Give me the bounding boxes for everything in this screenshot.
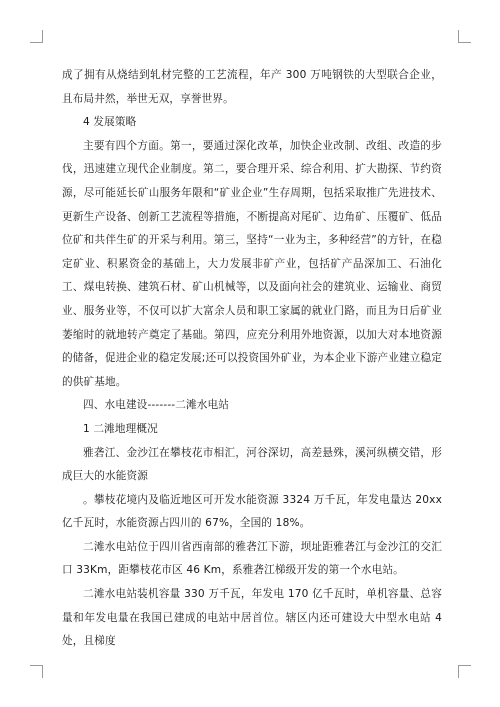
crop-mark-top-left — [30, 30, 43, 43]
paragraph-strategy: 主要有四个方面。第一，要通过深化改革，加快企业改制、改组、改造的步伐，迅速建立现代企业制度。第二，要合理开采、综合利用、扩大勘探、节约资源，尽可能延长矿山服务年限和“矿业企业”生存周期，包括采取推广先进技术、更新生产设备、创新工艺流程等措施，不断提高对尾矿、边角矿、压覆矿、低品位矿和共伴生矿的开采与利用。第三，坚持“一业为主，多种经营”的方针，在稳定矿业、积累资金的基础上，大力发展非矿产业，包括矿产品深加工、石油化工、煤电转换、建筑石材、矿山机械等，以及面向社会的建筑业、运输业、商贸业、服务业等，不仅可以扩大富余人员和职工家属的就业门路，而且为日后矿业萎缩时的就地转产奠定了基础。第四，应充分利用外地资源，以加大对本地资源的储备，促进企业的稳定发展;还可以投资国外矿业，为本企业下游产业建立稳定的供矿基地。 — [62, 139, 442, 388]
crop-mark-bottom-right — [458, 665, 471, 678]
paragraph-hydro-resources: 。攀枝花境内及临近地区可开发水能资源 3324 万千瓦，年发电量达 20xx 亿千瓦时，水能资源占四川的 67%，全国的 18%。 — [62, 493, 442, 530]
paragraph-continued: 成了拥有从烧结到轧材完整的工艺流程，年产 300 万吨钢铁的大型联合企业，且布局井然，举世无双，享誉世界。 — [62, 69, 442, 105]
chapter-heading-hydropower: 四、水电建设-------二滩水电站 — [83, 399, 229, 412]
section-heading-geography: 1 二滩地理概况 — [83, 422, 158, 435]
document-body — [62, 64, 442, 654]
section-heading-development-strategy: 4 发展策略 — [83, 116, 137, 129]
crop-mark-top-right — [458, 30, 471, 43]
crop-mark-bottom-left — [30, 665, 43, 678]
paragraph-rivers: 雅砻江、金沙江在攀枝花市相汇，河谷深切，高差悬殊，溪河纵横交错，形成巨大的水能资源 — [62, 446, 442, 483]
paragraph-station-capacity: 二滩水电站装机容量 330 万千瓦，年发电 170 亿千瓦时，单机容量、总容量和年发电量在我国已建成的电站中居首位。辖区内还可建设大中型水电站 4 处，且梯度 — [62, 588, 442, 648]
paragraph-station-location: 二滩水电站位于四川省西南部的雅砻江下游，坝址距雅砻江与金沙江的交汇口 33Km，距攀枝花市区 46 Km，系雅砻江梯级开发的第一个水电站。 — [62, 540, 442, 577]
